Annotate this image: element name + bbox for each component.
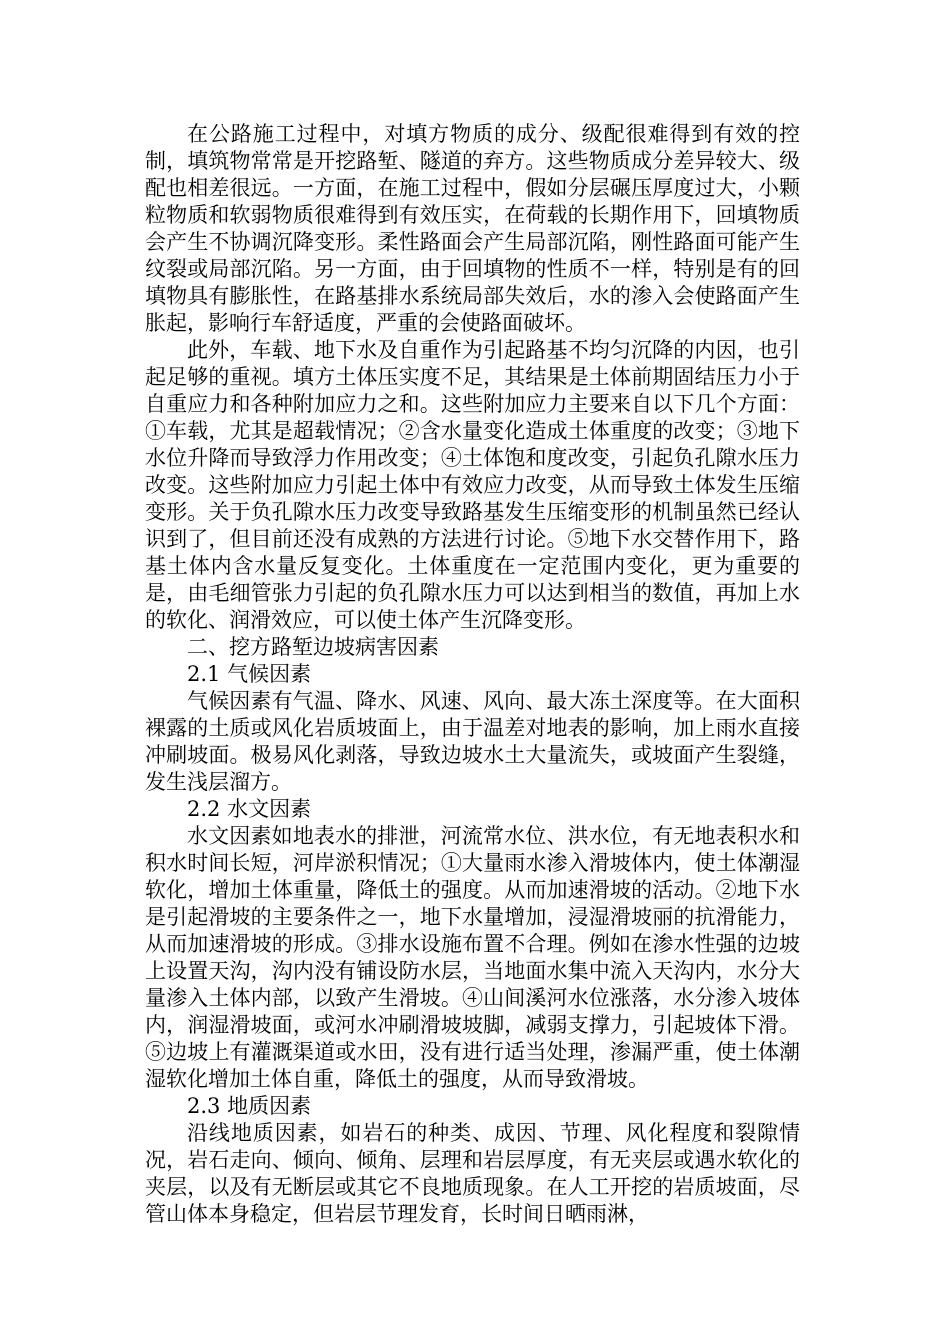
document-page [145,121,800,1228]
section-heading-cut-slope: 二、挖方路堑边坡病害因素 [187,635,439,659]
paragraph-fill-material: 在公路施工过程中，对填方物质的成分、级配很难得到有效的控制，填筑物常常是开挖路堑、隧道的弃方。这些物质成分差异较大、级配也相差很远。一方面，在施工过程中，假如分层碾压厚度过大，小颗粒物质和软弱物质很难得到有效压实，在荷载的长期作用下，回填物质会产生不协调沉降变形。柔性路面会产生局部沉陷，刚性路面可能产生纹裂或局部沉陷。另一方面，由于回填物的性质不一样，特别是有的回填物具有膨胀性，在路基排水系统局部失效后，水的渗入会使路面产生胀起，影响行车舒适度，严重的会使路面破坏。 [145,122,800,335]
paragraph-hydrology: 水文因素如地表水的排泄，河流常水位、洪水位，有无地表积水和积水时间长短，河岸淤积情况；①大量雨水渗入滑坡体内，使土体潮湿软化，增加土体重量，降低土的强度。从而加速滑坡的活动。②地下水是引起滑坡的主要条件之一，地下水量增加，浸湿滑坡丽的抗滑能力，从而加速滑坡的形成。③排水设施布置不合理。例如在渗水性强的边坡上设置天沟，沟内没有铺设防水层，当地面水集中流入天沟内，水分大量渗入土体内部，以致产生滑坡。④山间溪河水位涨落，水分渗入坡体内，润湿滑坡面，或河水冲刷滑坡坡脚，减弱支撑力，引起坡体下滑。⑤边坡上有灌溉渠道或水田，没有进行适当处理，渗漏严重，使土体潮湿软化增加土体自重，降低土的强度，从而导致滑坡。 [145,824,800,1091]
paragraph-climate: 气候因素有气温、降水、风速、风向、最大冻土深度等。在大面积裸露的土质或风化岩质坡面上，由于温差对地表的影响，加上雨水直接冲刷坡面。极易风化剥落，导致边坡水土大量流失，或坡面产生裂缝，发生浅层溜方。 [145,689,800,794]
paragraph-geology: 沿线地质因素，如岩石的种类、成因、节理、风化程度和裂隙情况，岩石走向、倾向、倾角、层理和岩层厚度，有无夹层或遇水软化的夹层，以及有无断层或其它不良地质现象。在人工开挖的岩质坡面，尽管山体本身稳定，但岩层节理发育，长时间日晒雨淋， [145,1121,800,1226]
paragraph-settlement-causes: 此外，车载、地下水及自重作为引起路基不均匀沉降的内因，也引起足够的重视。填方土体压实度不足，其结果是土体前期固结压力小于自重应力和各种附加应力之和。这些附加应力主要来自以下几个方面：①车载，尤其是超载情况；②含水量变化造成土体重度的改变；③地下水位升降而导致浮力作用改变；④土体饱和度改变，引起负孔隙水压力改变。这些附加应力引起土体中有效应力改变，从而导致土体发生压缩变形。关于负孔隙水压力改变导致路基发生压缩变形的机制虽然已经认识到了，但目前还没有成熟的方法进行讨论。⑤地下水交替作用下，路基土体内含水量反复变化。土体重度在一定范围内变化，更为重要的是，由毛细管张力引起的负孔隙水压力可以达到相当的数值，再加上水的软化、润滑效应，可以使土体产生沉降变形。 [145,338,800,632]
subheading-climate: 2.1 气候因素 [187,662,312,686]
subheading-geology: 2.3 地质因素 [187,1094,312,1118]
subheading-hydrology: 2.2 水文因素 [187,797,312,821]
